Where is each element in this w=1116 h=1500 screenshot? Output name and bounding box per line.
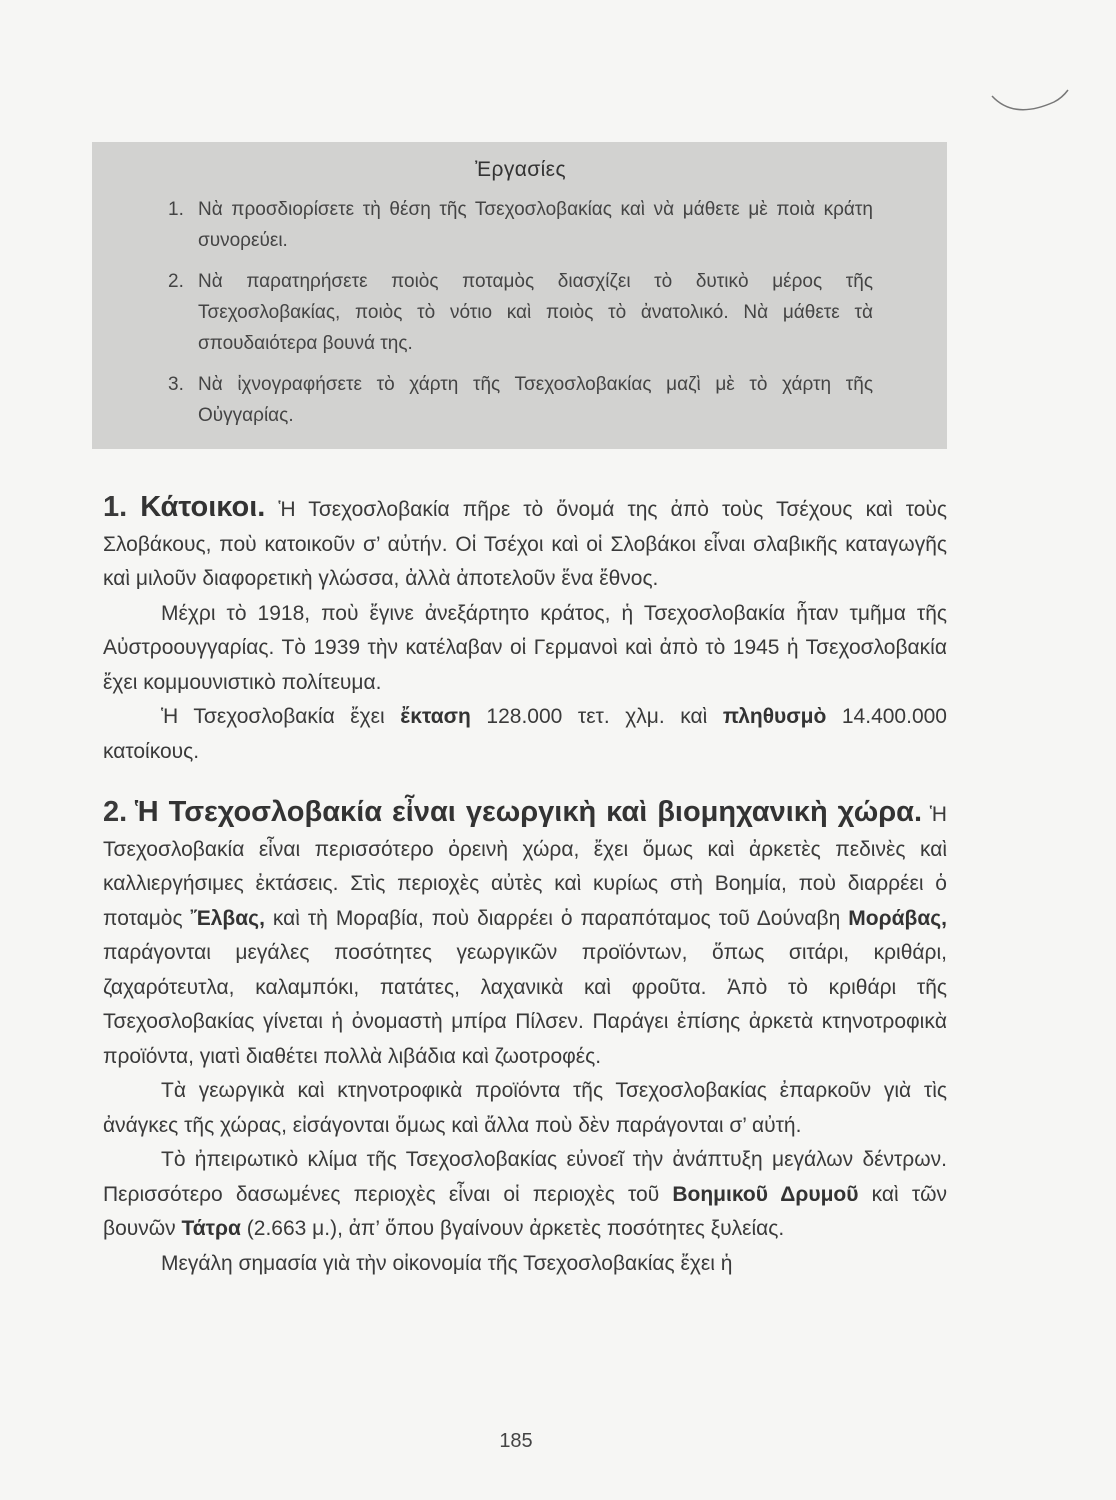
section1-text: 14.400.000 κατοίκους. xyxy=(103,705,947,763)
section2-paragraph-1 xyxy=(103,795,947,1074)
section1-heading: Κάτοικοι. xyxy=(140,491,266,523)
exercises-list xyxy=(168,194,873,431)
exercise-text: Νὰ παρατηρήσετε ποιὸς ποταμὸς διασχίζει τὸ δυτικὸ μέρος τῆς Τσεχοσλοβακίας, ποιὸς τὸ νότιο καὶ ποιὸς τὸ ἀνατολικό. Νὰ μάθετε τὰ σπουδαιότερα βουνά της. xyxy=(198,271,873,354)
section1-paragraph-3 xyxy=(103,700,947,769)
bohemian-forest-term: Βοημικοῦ Δρυμοῦ xyxy=(672,1182,859,1206)
tatra-term: Τάτρα xyxy=(181,1217,241,1240)
elbe-term: Ἔλβας, xyxy=(190,906,265,930)
section2-text: Ἡ Τσεχοσλοβακία εἶναι περισσότερο ὀρεινὴ χώρα, ἔχει ὅμως καὶ ἀρκετὲς πεδινὲς καὶ καλλιεργήσιμες ἐκτάσεις. Στὶς περιοχὲς αὐτὲς καὶ κυρίως στὴ Βοημία, ποὺ διαρρέει ὁ ποταμὸς xyxy=(103,803,947,930)
exercise-number: 1. xyxy=(168,199,184,220)
exercise-text: Νὰ προσδιορίσετε τὴ θέση τῆς Τσεχοσλοβακίας καὶ νὰ μάθετε μὲ ποιὰ κράτη συνορεύει. xyxy=(198,199,873,251)
section1-paragraph-1 xyxy=(103,490,947,597)
section2-text: καὶ τῶν βουνῶν xyxy=(103,1182,948,1240)
section1-text: Ἡ Τσεχοσλοβακία πῆρε τὸ ὄνομά της ἀπὸ τοὺς Τσέχους καὶ τοὺς Σλοβάκους, ποὺ κατοικοῦν σ’ αὐτήν. Οἱ Τσέχοι καὶ οἱ Σλοβάκοι εἶναι σλαβικῆς καταγωγῆς καὶ μιλοῦν διαφορετικὴ γλώσσα, ἀλλὰ ἀποτελοῦν ἕνα ἔθνος. xyxy=(103,498,947,590)
exercise-item xyxy=(168,194,873,256)
section1-text: 128.000 τετ. χλμ. καὶ xyxy=(470,705,723,728)
main-text xyxy=(103,490,947,1281)
exercise-number: 2. xyxy=(168,271,184,292)
section2-text: παράγονται μεγάλες ποσότητες γεωργικῶν προϊόντων, ὅπως σιτάρι, κριθάρι, ζαχαρότευτλα, καλαμπόκι, πατάτες, λαχανικὰ καὶ φροῦτα. Ἀπὸ τὸ κριθάρι τῆς Τσεχοσλοβακίας γίνεται ἡ ὀνομαστὴ μπίρα Πίλσεν. Παράγει ἐπίσης ἀρκετὰ κτηνοτροφικὰ προϊόντα, γιατὶ διαθέτει πολλὰ λιβάδια καὶ ζωοτροφές. xyxy=(103,941,947,1068)
morava-term: Μοράβας, xyxy=(848,906,947,930)
exercise-text: Νὰ ἰχνογραφήσετε τὸ χάρτη τῆς Τσεχοσλοβακίας μαζὶ μὲ τὸ χάρτη τῆς Οὐγγαρίας. xyxy=(198,374,873,426)
section2-paragraph-2: Τὰ γεωργικὰ καὶ κτηνοτροφικὰ προϊόντα τῆς Τσεχοσλοβακίας ἐπαρκοῦν γιὰ τὶς ἀνάγκες τῆς χώρας, εἰσάγονται ὅμως καὶ ἄλλα ποὺ δὲν παράγονται σ’ αὐτή. xyxy=(103,1079,947,1137)
page-number: 185 xyxy=(499,1430,533,1452)
exercises-title: Ἐργασίες xyxy=(475,158,566,181)
section1-text: Ἡ Τσεχοσλοβακία ἔχει xyxy=(161,705,401,728)
area-term: ἔκταση xyxy=(400,705,471,728)
section2-heading: Ἡ Τσεχοσλοβακία εἶναι γεωργικὴ καὶ βιομηχανικὴ χώρα. xyxy=(134,796,923,828)
section1-number: 1. xyxy=(103,491,128,523)
section2-text: Τὸ ἠπειρωτικὸ κλίμα τῆς Τσεχοσλοβακίας εὐνοεῖ τὴν ἀνάπτυξη μεγάλων δέντρων. Περισσότερο δασωμένες περιοχὲς εἶναι οἱ περιοχὲς τοῦ xyxy=(103,1148,947,1206)
exercise-number: 3. xyxy=(168,374,184,395)
exercises-box xyxy=(92,142,947,449)
section-gap xyxy=(103,769,947,795)
section2-paragraph-3 xyxy=(103,1143,947,1247)
exercise-item xyxy=(168,369,873,431)
section2-text: καὶ τὴ Μοραβία, ποὺ διαρρέει ὁ παραπόταμος τοῦ Δούναβη xyxy=(264,906,849,930)
section2-number: 2. xyxy=(103,796,128,828)
page-corner-mark xyxy=(990,80,1070,124)
section1-paragraph-2: Μέχρι τὸ 1918, ποὺ ἔγινε ἀνεξάρτητο κράτος, ἡ Τσεχοσλοβακία ἦταν τμῆμα τῆς Αὐστροουγγαρίας. Τὸ 1939 τὴν κατέλαβαν οἱ Γερμανοὶ καὶ ἀπὸ τὸ 1945 ἡ Τσεχοσλοβακία ἔχει κομμουνιστικὸ πολίτευμα. xyxy=(103,601,947,694)
exercise-item xyxy=(168,266,873,359)
section2-text: (2.663 μ.), ἀπ’ ὅπου βγαίνουν ἀρκετὲς ποσότητες ξυλείας. xyxy=(240,1217,785,1240)
section2-paragraph-4: Μεγάλη σημασία γιὰ τὴν οἰκονομία τῆς Τσεχοσλοβακίας ἔχει ἡ xyxy=(161,1251,733,1275)
population-term: πληθυσμὸ xyxy=(722,705,827,728)
